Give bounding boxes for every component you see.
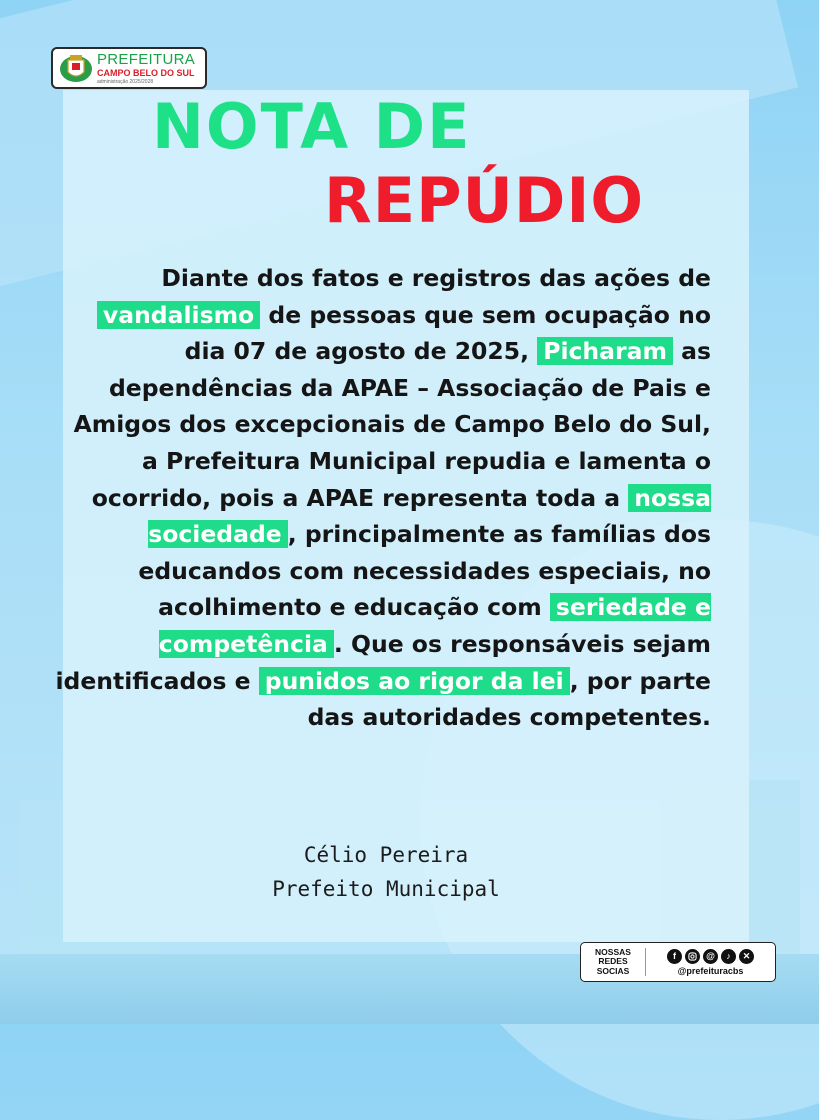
statement-segment: , por parte das autoridades competentes.: [307, 666, 711, 732]
logo-admin-period: administração 2025/2028: [97, 78, 154, 85]
threads-icon[interactable]: @: [703, 949, 718, 964]
statement-segment: de pessoas que sem ocupação no dia 07 de agosto de 2025,: [184, 300, 711, 366]
statement-text: [51, 260, 711, 736]
highlight-vandalismo: vandalismo: [97, 301, 260, 329]
highlight-nossa-sociedade: nossa sociedade: [148, 483, 711, 549]
signature-block: [236, 838, 536, 906]
social-label: [581, 948, 646, 977]
highlight-punidos: punidos ao rigor da lei: [259, 667, 570, 695]
statement-segment: as dependências da APAE – Associação de Pais e Amigos dos excepcionais de Campo Belo do Sul, a Prefeitura Municipal repudia e lamenta o ocorrido, pois a APAE representa toda a: [73, 337, 711, 512]
x-icon[interactable]: ✕: [739, 949, 754, 964]
social-media-box: [580, 942, 776, 982]
headline-line-2: REPÚDIO: [324, 164, 645, 237]
social-label-line: SOCIAS: [596, 965, 630, 976]
highlight-seriedade: seriedade e competência: [158, 593, 711, 658]
crest-icon: [58, 52, 94, 84]
logo-title: PREFEITURA: [97, 50, 196, 68]
signature-role: Prefeito Municipal: [272, 877, 500, 901]
statement-segment: . Que os responsáveis sejam identificados e: [55, 629, 711, 695]
logo-subtitle: CAMPO BELO DO SUL: [97, 67, 195, 78]
prefeitura-logo: [51, 47, 207, 89]
highlight-picharam: Picharam: [537, 337, 673, 365]
social-label-line: REDES: [598, 956, 628, 967]
statement-segment: , principalmente as famílias dos educandos com necessidades especiais, no acolhimento e educação com: [138, 520, 711, 622]
statement-segment: Diante dos fatos e registros das ações de: [161, 264, 711, 292]
signature-name: Célio Pereira: [303, 843, 469, 867]
facebook-icon[interactable]: f: [667, 949, 682, 964]
headline-line-1: NOTA DE: [152, 90, 472, 163]
social-label-line: NOSSAS: [595, 946, 631, 957]
tiktok-icon[interactable]: ♪: [721, 949, 736, 964]
social-handle[interactable]: @prefeituracbs: [677, 965, 744, 976]
instagram-icon[interactable]: [685, 949, 700, 964]
